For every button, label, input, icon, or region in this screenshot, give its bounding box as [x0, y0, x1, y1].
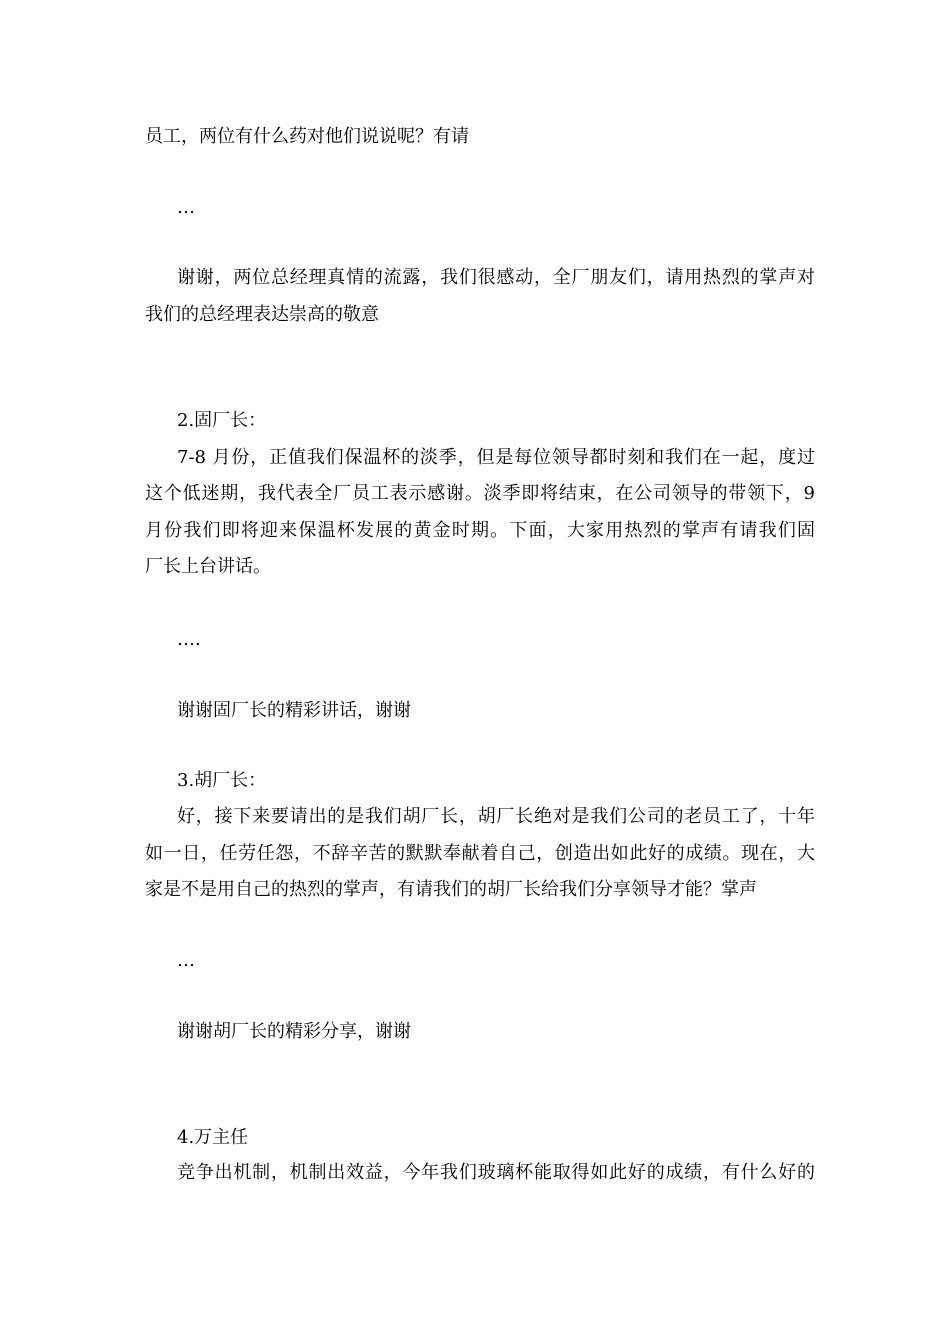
ellipsis-3: …	[177, 950, 195, 971]
para-gu-intro-line-1: 7-8 月份，正值我们保温杯的淡季，但是每位领导都时刻和我们在一起，度过	[177, 447, 815, 468]
ellipsis-1: …	[177, 197, 195, 218]
heading-3: 3.胡厂长：	[177, 770, 267, 791]
para-thanks-hu: 谢谢胡厂长的精彩分享，谢谢	[177, 1021, 411, 1042]
para-wan-intro-line-1: 竞争出机制，机制出效益，今年我们玻璃杯能取得如此好的成绩，有什么好的	[177, 1162, 815, 1183]
ellipsis-2: ….	[177, 629, 201, 650]
heading-2: 2.固厂长：	[177, 410, 267, 431]
para-intro-end-line-1: 员工，两位有什么药对他们说说呢？有请	[145, 126, 469, 147]
heading-4: 4.万主任	[177, 1127, 249, 1148]
para-gu-intro-line-2: 这个低迷期，我代表全厂员工表示感谢。淡季即将结束，在公司领导的带领下，9	[145, 483, 815, 504]
para-gu-intro-line-3: 月份我们即将迎来保温杯发展的黄金时期。下面，大家用热烈的掌声有请我们固	[145, 520, 815, 541]
para-thanks-gm-line-1: 谢谢，两位总经理真情的流露，我们很感动，全厂朋友们，请用热烈的掌声对	[177, 267, 815, 288]
para-hu-intro-line-2: 如一日，任劳任怨，不辞辛苦的默默奉献着自己，创造出如此好的成绩。现在，大	[145, 843, 815, 864]
para-hu-intro-line-3: 家是不是用自己的热烈的掌声，有请我们的胡厂长给我们分享领导才能？掌声	[145, 879, 757, 900]
para-gu-intro-line-4: 厂长上台讲话。	[145, 556, 271, 577]
para-thanks-gm-line-2: 我们的总经理表达崇高的敬意	[145, 304, 379, 325]
para-thanks-gu: 谢谢固厂长的精彩讲话，谢谢	[177, 700, 411, 721]
para-hu-intro-line-1: 好，接下来要请出的是我们胡厂长，胡厂长绝对是我们公司的老员工了，十年	[177, 806, 815, 827]
